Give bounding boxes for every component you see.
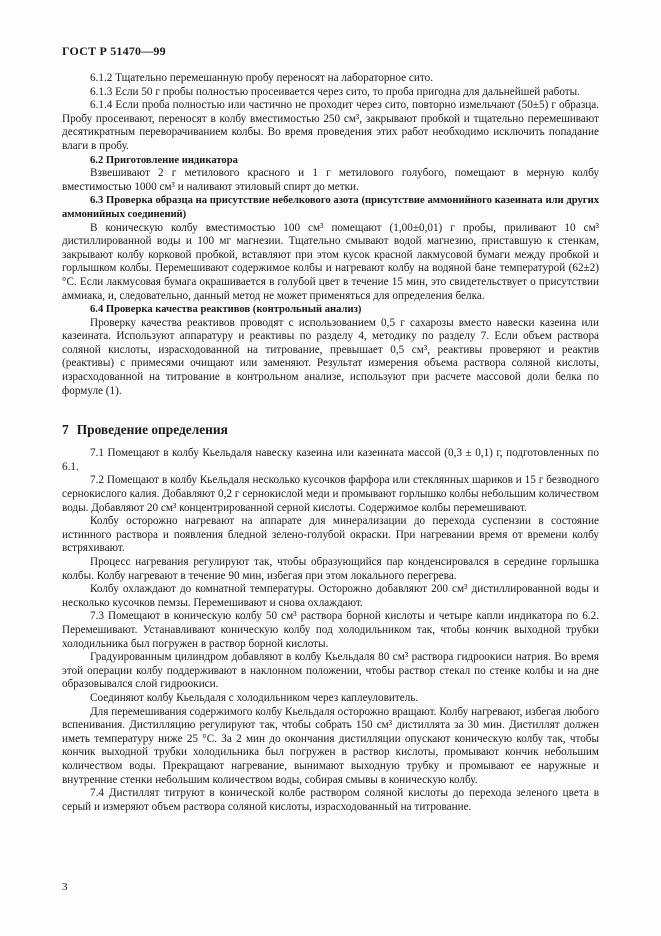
paragraph: 7.2 Помещают в колбу Кьельдаля несколько кусочков фарфора или стеклянных шариков и 15 г безводного сернокислого калия. Добавляют 0,2 г сернокислой меди и промывают горлышко колбы небольшим количеством воды. Добавляют 20 см³ концентрированной серной кислоты. Содержимое колбы перемешивают. [62, 474, 599, 514]
paragraph: Градуированным цилиндром добавляют в колбу Кьельдаля 80 см³ раствора гидроокиси натрия. Во время этой операции колбу поддерживают в наклонном положении, чтобы раствор стекал по стенке колбы и на дне образовывался слой гидроокиси. [62, 651, 599, 691]
document-body [62, 72, 599, 814]
paragraph: 7.3 Помещают в коническую колбу 50 см³ раствора борной кислоты и четыре капли индикатора по 6.2. Перемешивают. Устанавливают коническую колбу под холодильником так, чтобы кончик выходной трубки холодильника был погружен в раствор борной кислоты. [62, 610, 599, 650]
paragraph: Проверку качества реактивов проводят с использованием 0,5 г сахарозы вместо навески казеина или казеината. Используют аппаратуру и реактивы по разделу 4, методику по разделу 7. Если объем раствора соляной кислоты, израсходованной на титрование, превышает 0,5 см³, реактивы проверяют и реактив (реактивы) с примесями очищают или заменяют. Результат измерения объема раствора соляной кислоты, израсходованной на титрование в контрольном анализе, используют при расчете массовой доли белка по формуле (1). [62, 316, 599, 397]
page-number: 3 [62, 881, 68, 893]
paragraph: 6.1.4 Если проба полностью или частично не проходит через сито, повторно измельчают (50±5) г образца. Пробу просеивают, переносят в колбу вместимостью 250 см³, закрывают пробкой и тщательно перемешивают десятикратным переворачиванием колбы. Во время проведения этих работ необходимо исключить попадание влаги в пробу. [62, 99, 599, 152]
paragraph: Для перемешивания содержимого колбу Кьельдаля осторожно вращают. Колбу нагревают, избегая любого вспенивания. Дистилляцию регулируют так, чтобы собрать 150 см³ дистиллята за 30 мин. Дистиллят должен иметь температуру ниже 25 °С. За 2 мин до окончания дистилляции опускают коническую колбу так, чтобы кончик выходной трубки холодильника был погружен в раствор кислоты, промывают кончик небольшим количеством воды. Прекращают нагревание, вынимают выходную трубку и промывают ее наружные и внутренние стенки небольшим количеством воды, собирая смывы в коническую колбу. [62, 705, 599, 786]
paragraph: В коническую колбу вместимостью 100 см³ помещают (1,00±0,01) г пробы, приливают 10 см³ дистиллированной воды и 100 мг магнезии. Тщательно смывают водой магнезию, приставшую к стенкам, закрывают колбу корковой пробкой, вставляют при этом кусок красной лакмусовой бумаги между пробкой и горлышком колбы. Перемешивают содержимое колбы и нагревают колбу на водяной бане температурой (62±2) °С. Если лакмусовая бумага окрашивается в голубой цвет в течение 15 мин, это свидетельствует о присутствии аммиака, и, следовательно, данный метод не может применяться для определения белка. [62, 221, 599, 302]
paragraph: 7.4 Дистиллят титруют в конической колбе раствором соляной кислоты до перехода зеленого цвета в серый и измеряют объем раствора соляной кислоты, израсходованный на титрование. [62, 787, 599, 813]
section-heading [62, 422, 599, 438]
standard-header: ГОСТ Р 51470—99 [62, 44, 166, 58]
paragraph: 6.1.3 Если 50 г пробы полностью просеивается через сито, то проба пригодна для дальнейшей работы. [90, 85, 580, 98]
paragraph: Соединяют колбу Кьельдаля с холодильником через каплеуловитель. [90, 691, 419, 704]
paragraph: Колбу осторожно нагревают на аппарате для минерализации до перехода суспензии в состояние истинного раствора и появления бледной зелено-голубой окраски. При нагревании время от времени колбу встряхивают. [62, 515, 599, 555]
section-number: 7 [62, 422, 69, 438]
subsection-heading: 6.3 Проверка образца на присутствие небелкового азота (присутствие аммонийного казеината или других аммонийных соединений) [62, 195, 599, 220]
paragraph: Взвешивают 2 г метилового красного и 1 г метилового голубого, помещают в мерную колбу вместимостью 1000 см³ и наливают этиловый спирт до метки. [62, 167, 599, 193]
subsection-heading: 6.2 Приготовление индикатора [90, 154, 238, 166]
section-title: Проведение определения [76, 422, 228, 438]
paragraph: 6.1.2 Тщательно перемешанную пробу переносят на лабораторное сито. [90, 72, 433, 84]
paragraph: Колбу охлаждают до комнатной температуры. Осторожно добавляют 200 см³ дистиллированной воды и несколько кусочков пемзы. Перемешивают и снова охлаждают. [62, 583, 599, 609]
subsection-heading: 6.4 Проверка качества реактивов (контрольный анализ) [90, 304, 362, 316]
paragraph: 7.1 Помещают в колбу Кьельдаля навеску казеина или казеината массой (0,3 ± 0,1) г, подготовленных по 6.1. [62, 447, 599, 473]
paragraph: Процесс нагревания регулируют так, чтобы образующийся пар конденсировался в середине горлышка колбы. Колбу нагревают в течение 90 мин, избегая при этом локального перегрева. [62, 556, 599, 582]
